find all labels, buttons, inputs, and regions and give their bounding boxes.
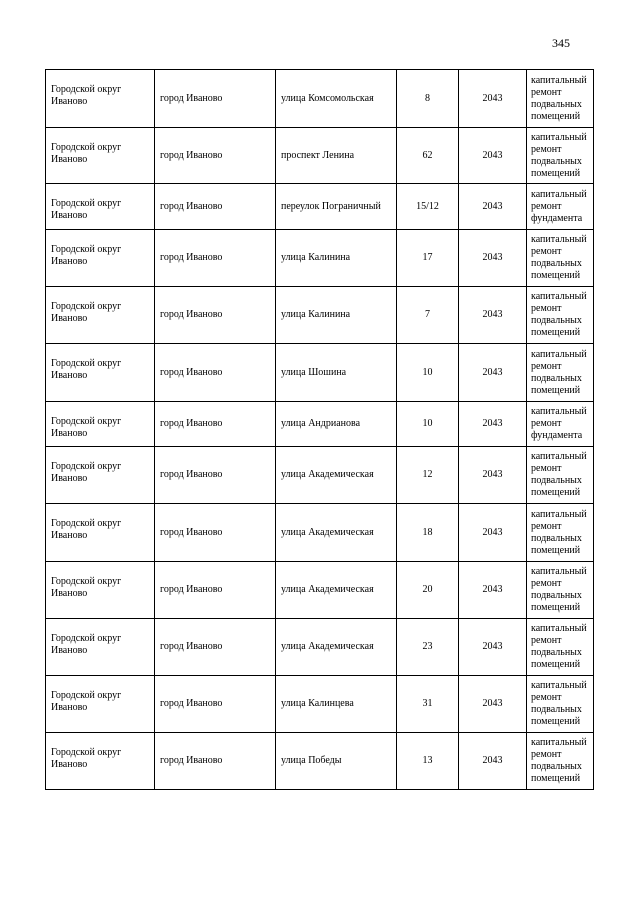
work-type-cell: капитальный ремонт фундамента	[527, 402, 594, 447]
district-cell: Городской округ Иваново	[46, 344, 155, 402]
work-type-cell: капитальный ремонт подвальных помещений	[527, 70, 594, 128]
city-cell: город Иваново	[155, 447, 276, 504]
city-cell: город Иваново	[155, 402, 276, 447]
table-row	[46, 562, 594, 619]
street-cell: улица Шошина	[276, 344, 397, 402]
work-type-cell: капитальный ремонт фундамента	[527, 184, 594, 230]
year-cell: 2043	[459, 230, 527, 287]
house-number-cell: 10	[397, 344, 459, 402]
year-cell: 2043	[459, 676, 527, 733]
house-number-cell: 62	[397, 128, 459, 184]
house-number-cell: 18	[397, 504, 459, 562]
street-cell: улица Комсомольская	[276, 70, 397, 128]
city-cell: город Иваново	[155, 733, 276, 790]
city-cell: город Иваново	[155, 230, 276, 287]
district-cell: Городской округ Иваново	[46, 128, 155, 184]
year-cell: 2043	[459, 184, 527, 230]
repair-schedule-table	[45, 69, 594, 790]
table-row	[46, 402, 594, 447]
street-cell: переулок Пограничный	[276, 184, 397, 230]
table-row	[46, 504, 594, 562]
year-cell: 2043	[459, 402, 527, 447]
work-type-cell: капитальный ремонт подвальных помещений	[527, 344, 594, 402]
street-cell: улица Академическая	[276, 504, 397, 562]
year-cell: 2043	[459, 733, 527, 790]
street-cell: проспект Ленина	[276, 128, 397, 184]
table-row	[46, 619, 594, 676]
city-cell: город Иваново	[155, 184, 276, 230]
city-cell: город Иваново	[155, 676, 276, 733]
house-number-cell: 12	[397, 447, 459, 504]
house-number-cell: 31	[397, 676, 459, 733]
district-cell: Городской округ Иваново	[46, 402, 155, 447]
street-cell: улица Академическая	[276, 619, 397, 676]
house-number-cell: 7	[397, 287, 459, 344]
city-cell: город Иваново	[155, 504, 276, 562]
street-cell: улица Андрианова	[276, 402, 397, 447]
district-cell: Городской округ Иваново	[46, 562, 155, 619]
year-cell: 2043	[459, 447, 527, 504]
work-type-cell: капитальный ремонт подвальных помещений	[527, 733, 594, 790]
year-cell: 2043	[459, 287, 527, 344]
year-cell: 2043	[459, 619, 527, 676]
district-cell: Городской округ Иваново	[46, 70, 155, 128]
district-cell: Городской округ Иваново	[46, 619, 155, 676]
district-cell: Городской округ Иваново	[46, 733, 155, 790]
work-type-cell: капитальный ремонт подвальных помещений	[527, 230, 594, 287]
district-cell: Городской округ Иваново	[46, 447, 155, 504]
table-row	[46, 184, 594, 230]
work-type-cell: капитальный ремонт подвальных помещений	[527, 287, 594, 344]
district-cell: Городской округ Иваново	[46, 504, 155, 562]
year-cell: 2043	[459, 562, 527, 619]
work-type-cell: капитальный ремонт подвальных помещений	[527, 128, 594, 184]
house-number-cell: 15/12	[397, 184, 459, 230]
table-row	[46, 287, 594, 344]
table-row	[46, 447, 594, 504]
street-cell: улица Калинцева	[276, 676, 397, 733]
street-cell: улица Калинина	[276, 287, 397, 344]
year-cell: 2043	[459, 504, 527, 562]
table-row	[46, 230, 594, 287]
street-cell: улица Калинина	[276, 230, 397, 287]
street-cell: улица Академическая	[276, 447, 397, 504]
city-cell: город Иваново	[155, 344, 276, 402]
city-cell: город Иваново	[155, 70, 276, 128]
city-cell: город Иваново	[155, 287, 276, 344]
house-number-cell: 8	[397, 70, 459, 128]
house-number-cell: 10	[397, 402, 459, 447]
work-type-cell: капитальный ремонт подвальных помещений	[527, 447, 594, 504]
city-cell: город Иваново	[155, 562, 276, 619]
table-body	[46, 70, 594, 790]
district-cell: Городской округ Иваново	[46, 287, 155, 344]
page-number: 345	[552, 36, 570, 50]
table-row	[46, 733, 594, 790]
work-type-cell: капитальный ремонт подвальных помещений	[527, 504, 594, 562]
work-type-cell: капитальный ремонт подвальных помещений	[527, 562, 594, 619]
table-row	[46, 70, 594, 128]
city-cell: город Иваново	[155, 128, 276, 184]
district-cell: Городской округ Иваново	[46, 184, 155, 230]
house-number-cell: 23	[397, 619, 459, 676]
house-number-cell: 17	[397, 230, 459, 287]
district-cell: Городской округ Иваново	[46, 230, 155, 287]
table-row	[46, 128, 594, 184]
work-type-cell: капитальный ремонт подвальных помещений	[527, 619, 594, 676]
year-cell: 2043	[459, 70, 527, 128]
city-cell: город Иваново	[155, 619, 276, 676]
year-cell: 2043	[459, 128, 527, 184]
street-cell: улица Победы	[276, 733, 397, 790]
year-cell: 2043	[459, 344, 527, 402]
district-cell: Городской округ Иваново	[46, 676, 155, 733]
street-cell: улица Академическая	[276, 562, 397, 619]
house-number-cell: 20	[397, 562, 459, 619]
table-row	[46, 676, 594, 733]
work-type-cell: капитальный ремонт подвальных помещений	[527, 676, 594, 733]
house-number-cell: 13	[397, 733, 459, 790]
table-row	[46, 344, 594, 402]
